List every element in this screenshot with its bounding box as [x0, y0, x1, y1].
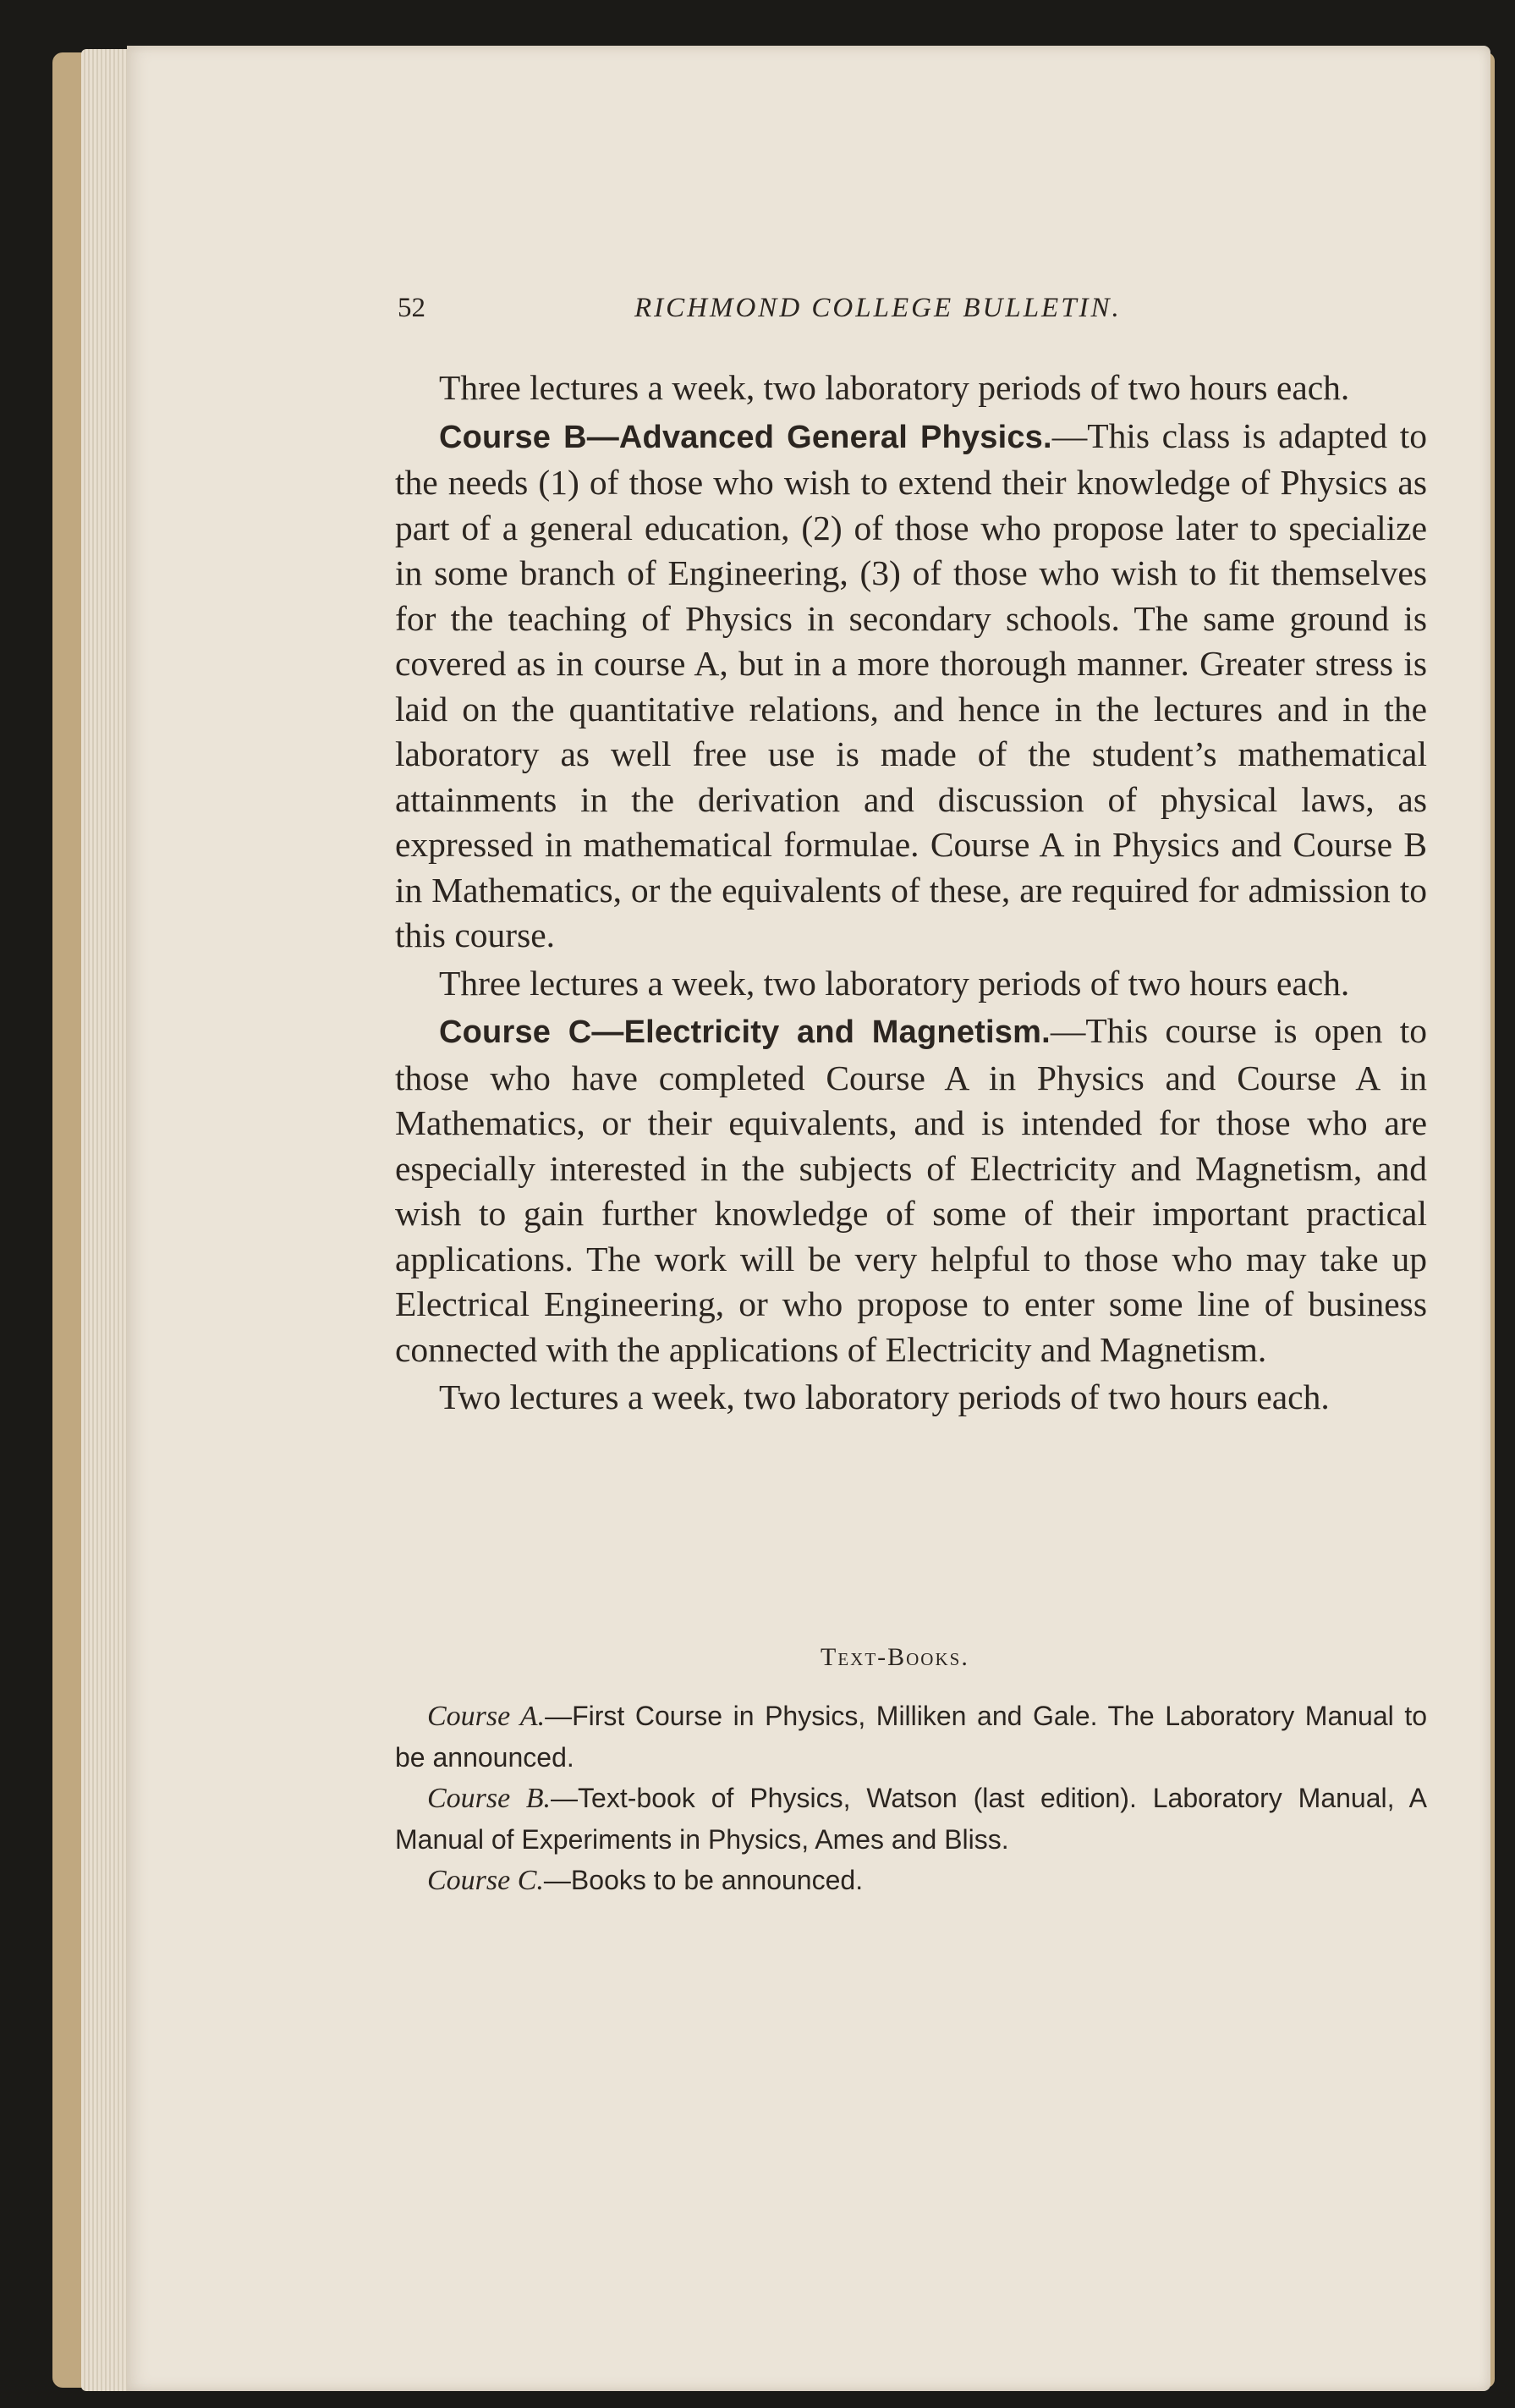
textbook-item: [395, 1860, 1427, 1901]
textbooks-list: [395, 1696, 1427, 1901]
textbook-item: [395, 1778, 1427, 1860]
running-head: RICHMOND COLLEGE BULLETIN.: [634, 293, 1122, 323]
textbook-course-label: Course A.: [427, 1701, 546, 1732]
page-header: [398, 293, 1193, 335]
page-edges: [81, 49, 130, 2391]
paragraph-course-c: [395, 1009, 1427, 1372]
textbook-course-label: Course C.: [427, 1865, 544, 1896]
body-text: [395, 366, 1427, 1423]
paragraph-course-a-schedule: Three lectures a week, two laboratory periods of two hours each.: [439, 368, 1350, 407]
course-c-description: —This course is open to those who have completed Course A in Physics and Course A in Mathematics, or their equivalents, and is intended for those who are especially interested in the subjects of Electricity and Magnetism, and wish to gain further knowledge of some of their important practical applications. The work will be very helpful to those who may take up Electrical Engineering, or who propose to enter some line of business connected with the applications of Electricity and Magnetism.: [395, 1011, 1427, 1369]
course-b-description: —This class is adapted to the needs (1) of those who wish to extend their knowledge of Physics as part of a general education, (2) of those who propose later to specialize in some branch of Engineering, (3) of those who wish to fit themselves for the teaching of Physics in secondary schools. The same ground is covered as in course A, but in a more thorough manner. Greater stress is laid on the quantitative relations, and hence in the lectures and in the laboratory as well free use is made of the student’s mathematical attainments in the derivation and discussion of physical laws, as expressed in mathematical formulae. Course A in Physics and Course B in Mathematics, or the equivalents of these, are required for admission to this course.: [395, 415, 1427, 954]
course-b-title: Course B—Advanced General Physics.: [439, 419, 1052, 455]
page-number: 52: [398, 293, 425, 323]
textbook-description: —Books to be announced.: [543, 1865, 864, 1895]
textbook-item: [395, 1696, 1427, 1778]
course-c-title: Course C—Electricity and Magnetism.: [439, 1014, 1051, 1050]
paragraph-course-c-schedule: Two lectures a week, two laboratory periods of two hours each.: [439, 1377, 1330, 1416]
textbook-course-label: Course B.: [427, 1783, 552, 1814]
textbook-description: —Text-book of Physics, Watson (last edition). Laboratory Manual, A Manual of Experiments in Physics, Ames and Bliss.: [395, 1783, 1428, 1855]
paragraph-course-b: [395, 414, 1427, 959]
textbooks-heading: Text-Books.: [821, 1643, 969, 1671]
paragraph-course-b-schedule: Three lectures a week, two laboratory periods of two hours each.: [439, 963, 1350, 1003]
textbook-description: —First Course in Physics, Milliken and Gale. The Laboratory Manual to be announced.: [395, 1701, 1428, 1773]
